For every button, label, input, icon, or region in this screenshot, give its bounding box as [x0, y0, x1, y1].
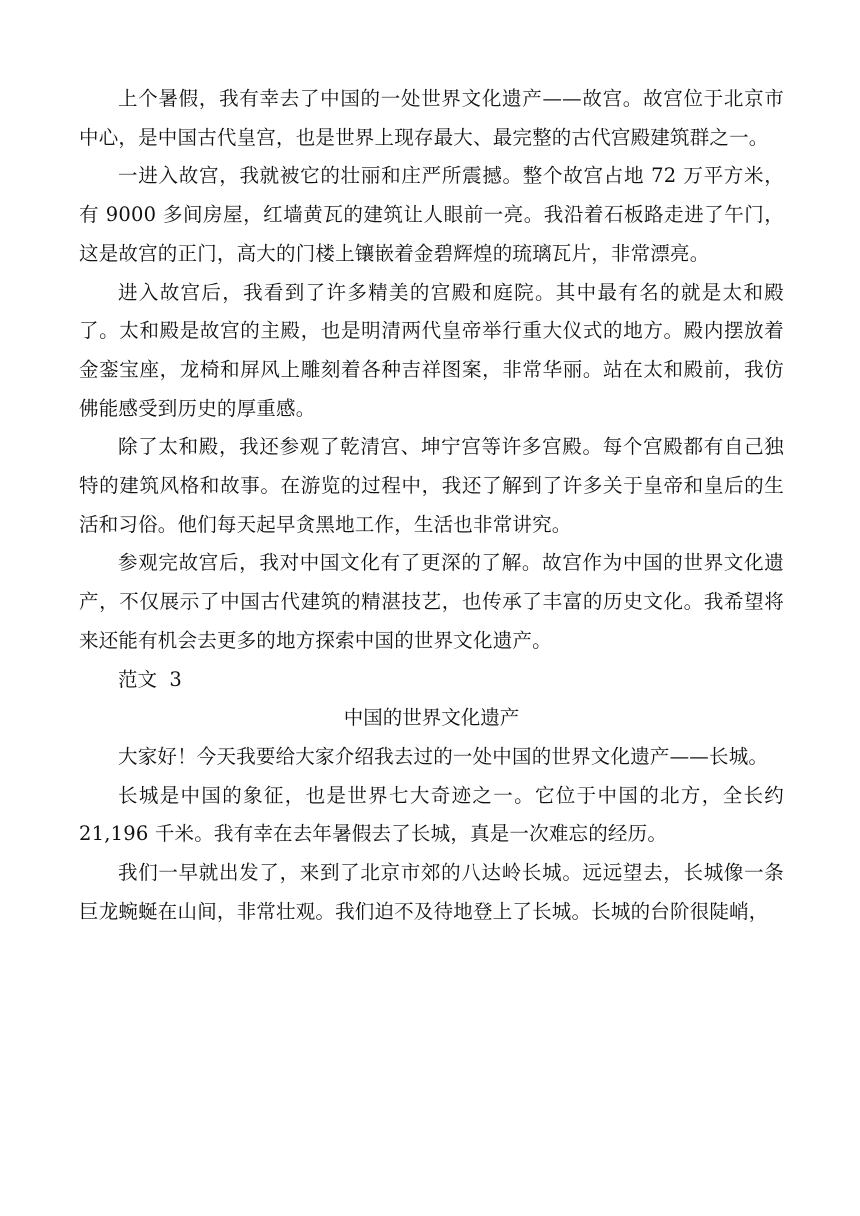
document-page	[79, 80, 784, 931]
paragraph: 一进入故宫，我就被它的壮丽和庄严所震撼。整个故宫占地 72 万平方米，有 9000 多间房屋，红墙黄瓦的建筑让人眼前一亮。我沿着石板路走进了午门，这是故宫的正门，高大的门楼上镶嵌着金碧辉煌的琉璃瓦片，非常漂亮。	[79, 164, 784, 265]
section-label: 范文 3	[118, 667, 182, 691]
paragraph: 参观完故宫后，我对中国文化有了更深的了解。故宫作为中国的世界文化遗产，不仅展示了中国古代建筑的精湛技艺，也传承了丰富的历史文化。我希望将来还能有机会去更多的地方探索中国的世界文化遗产。	[79, 551, 784, 652]
paragraph: 我们一早就出发了，来到了北京市郊的八达岭长城。远远望去，长城像一条巨龙蜿蜒在山间，非常壮观。我们迫不及待地登上了长城。长城的台阶很陡峭，	[79, 861, 784, 923]
paragraph: 大家好！今天我要给大家介绍我去过的一处中国的世界文化遗产——长城。	[118, 744, 769, 768]
essay-title: 中国的世界文化遗产	[343, 706, 520, 730]
paragraph: 长城是中国的象征，也是世界七大奇迹之一。它位于中国的北方，全长约 21,196 千米。我有幸在去年暑假去了长城，真是一次难忘的经历。	[79, 783, 784, 846]
paragraph: 进入故宫后，我看到了许多精美的宫殿和庭院。其中最有名的就是太和殿了。太和殿是故宫的主殿，也是明清两代皇帝举行重大仪式的地方。殿内摆放着金銮宝座，龙椅和屏风上雕刻着各种吉祥图案，非常华丽。站在太和殿前，我仿佛能感受到历史的厚重感。	[79, 280, 784, 420]
paragraph: 上个暑假，我有幸去了中国的一处世界文化遗产——故宫。故宫位于北京市中心，是中国古代皇宫，也是世界上现存最大、最完整的古代宫殿建筑群之一。	[79, 87, 784, 149]
paragraph: 除了太和殿，我还参观了乾清宫、坤宁宫等许多宫殿。每个宫殿都有自己独特的建筑风格和故事。在游览的过程中，我还了解到了许多关于皇帝和皇后的生活和习俗。他们每天起早贪黑地工作，生活也非常讲究。	[79, 435, 784, 536]
